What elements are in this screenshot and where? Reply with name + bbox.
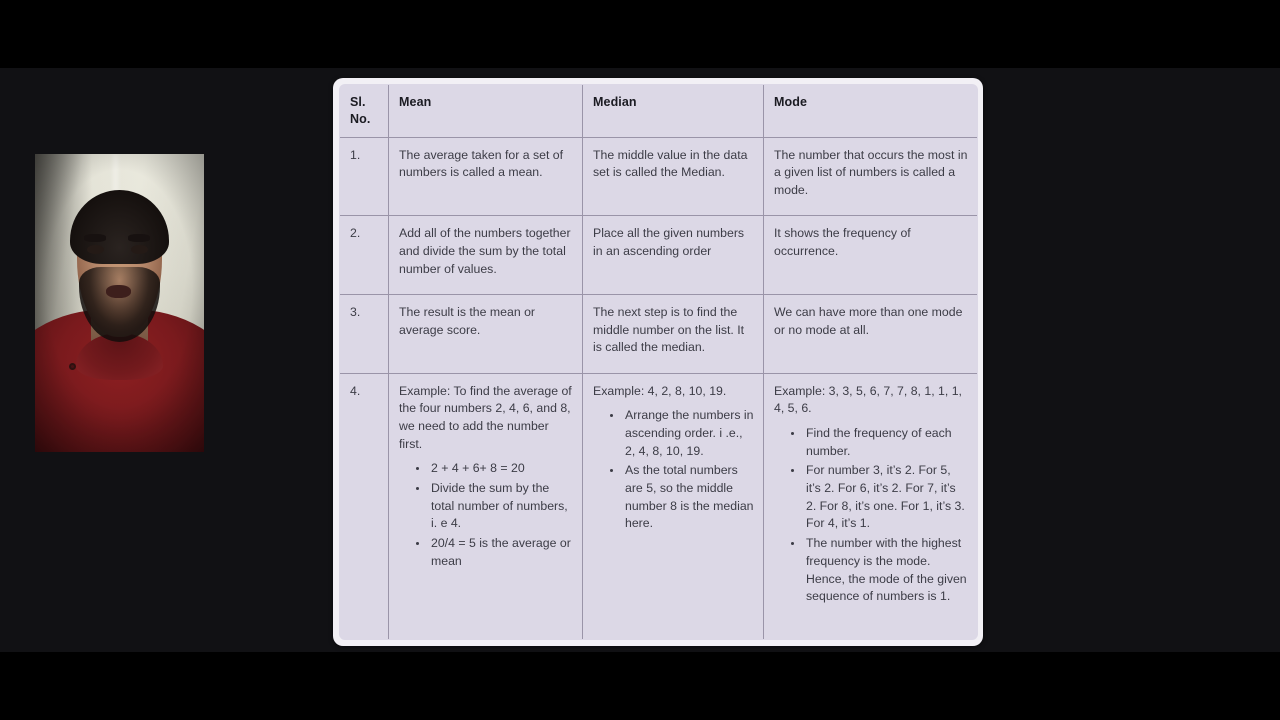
table-body: [340, 137, 978, 639]
cell-lead-text: The middle value in the data set is called the Median.: [593, 147, 748, 180]
cell-lead-text: Add all of the numbers together and divide the sum by the total number of values.: [399, 226, 571, 276]
cell-sl-no: 1.: [340, 137, 389, 216]
cell-mode: [764, 216, 978, 295]
table-row: [340, 137, 978, 216]
column-header-mean: Mean: [389, 85, 583, 138]
cell-mode: [764, 294, 978, 373]
cell-bullet-item: • As the total numbers are 5, so the middle number 8 is the median here.: [623, 462, 754, 533]
table-row: [340, 373, 978, 639]
cell-bullet-item: • Divide the sum by the total number of numbers, i. e 4.: [429, 480, 573, 533]
cell-bullet-list: [593, 407, 754, 533]
column-header-mode: Mode: [764, 85, 978, 138]
cell-median: [583, 216, 764, 295]
slide-panel: [333, 78, 983, 646]
cell-median: [583, 294, 764, 373]
cell-lead-text: The average taken for a set of numbers is called a mean.: [399, 147, 564, 180]
cell-sl-no: 3.: [340, 294, 389, 373]
cell-mean: [389, 294, 583, 373]
comparison-table: [339, 84, 978, 640]
table-header-row: [340, 85, 978, 138]
webcam-overlay: [35, 154, 204, 452]
cell-bullet-item: • Arrange the numbers in ascending order. i .e., 2, 4, 8, 10, 19.: [623, 407, 754, 460]
column-header-sl-no: Sl. No.: [340, 85, 389, 138]
cell-lead-text: We can have more than one mode or no mode at all.: [774, 304, 963, 337]
cell-bullet-list: [774, 425, 968, 606]
table-row: [340, 294, 978, 373]
cell-lead-text: The number that occurs the most in a given list of numbers is called a mode.: [774, 147, 968, 198]
cell-lead-text: It shows the frequency of occurrence.: [774, 226, 911, 259]
cell-mode: [764, 373, 978, 639]
cell-median: [583, 373, 764, 639]
cell-sl-no: 2.: [340, 216, 389, 295]
table-row: [340, 216, 978, 295]
cell-lead-text: Example: To find the average of the four numbers 2, 4, 6, and 8, we need to add the number first.: [399, 383, 572, 451]
cell-bullet-item: • Find the frequency of each number.: [804, 425, 968, 460]
video-stage: [0, 68, 1280, 652]
cell-lead-text: The next step is to find the middle number on the list. It is called the median.: [593, 304, 745, 355]
cell-lead-text: Place all the given numbers in an ascending order: [593, 226, 745, 259]
cell-mean: [389, 216, 583, 295]
cell-mean: [389, 373, 583, 639]
cell-lead-text: Example: 3, 3, 5, 6, 7, 7, 8, 1, 1, 1, 4, 5, 6.: [774, 383, 962, 416]
cell-lead-text: Example: 4, 2, 8, 10, 19.: [593, 383, 727, 398]
letterbox-bar-top: [0, 0, 1280, 68]
cell-bullet-item: • 20/4 = 5 is the average or mean: [429, 535, 573, 570]
cell-bullet-item: • 2 + 4 + 6+ 8 = 20: [429, 460, 573, 478]
cell-median: [583, 137, 764, 216]
cell-bullet-list: [399, 460, 573, 570]
letterbox-bar-bottom: [0, 652, 1280, 720]
cell-lead-text: The result is the mean or average score.: [399, 304, 536, 337]
column-header-median: Median: [583, 85, 764, 138]
cell-sl-no: 4.: [340, 373, 389, 639]
cell-bullet-item: • The number with the highest frequency is the mode. Hence, the mode of the given sequence of numbers is 1.: [804, 535, 968, 606]
cell-mode: [764, 137, 978, 216]
webcam-vignette: [35, 154, 204, 452]
cell-mean: [389, 137, 583, 216]
cell-bullet-item: • For number 3, it’s 2. For 5, it’s 2. For 6, it’s 2. For 7, it’s 2. For 8, it’s one. For 1, it’s 3. For 4, it’s 1.: [804, 462, 968, 533]
